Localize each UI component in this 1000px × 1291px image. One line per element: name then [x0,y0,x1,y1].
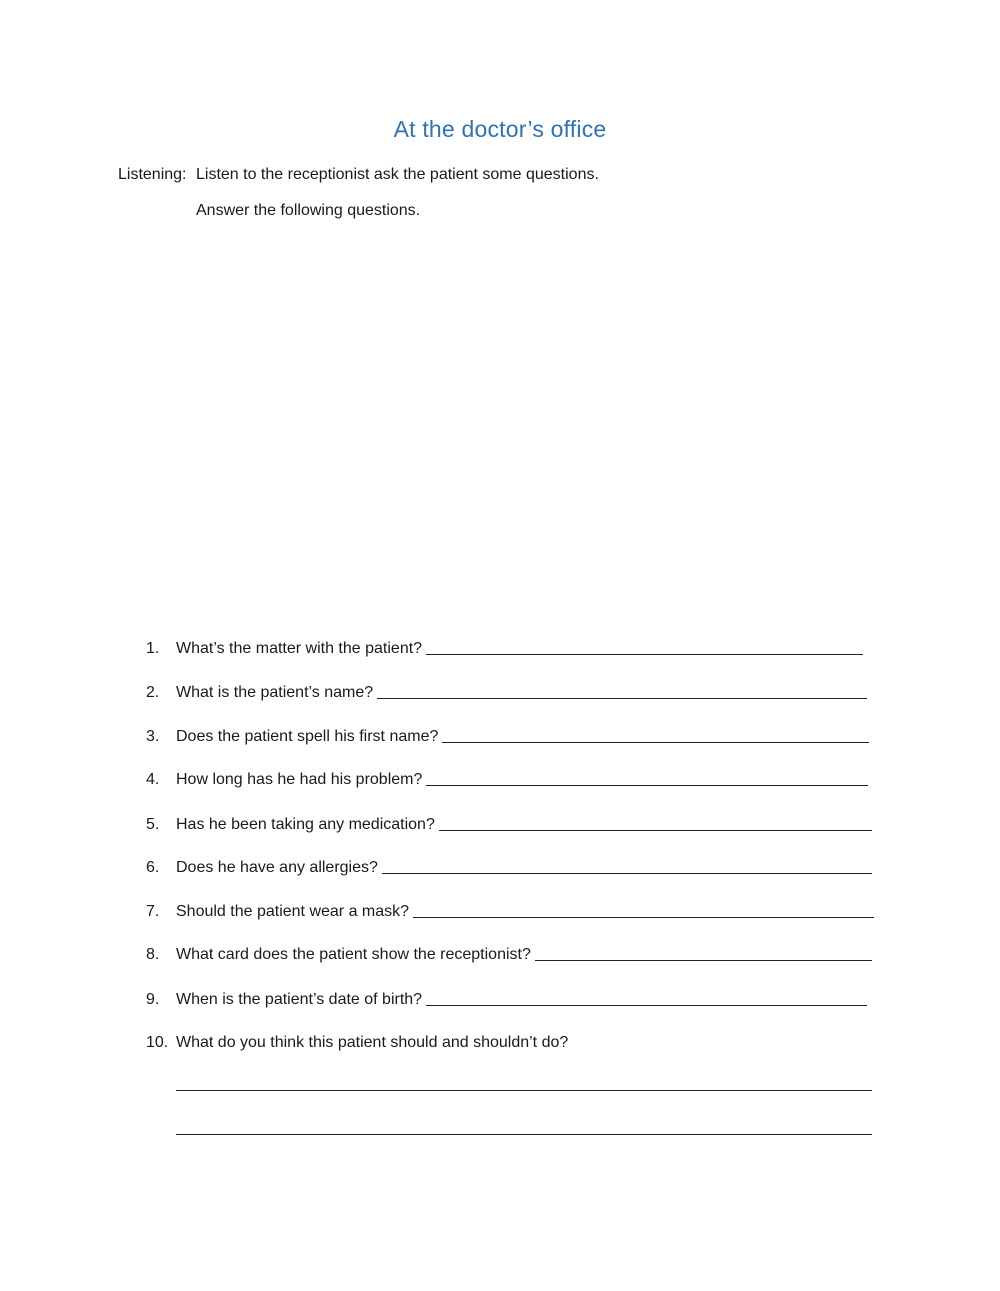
question-text: Has he been taking any medication? [176,816,435,833]
question-6 [146,855,872,877]
question-text: Does he have any allergies? [176,859,378,876]
answer-line-10a[interactable] [176,1090,872,1091]
question-number: 7. [146,903,160,920]
answer-blank-8[interactable] [535,960,872,961]
question-number: 1. [146,640,160,657]
question-text: What is the patient’s name? [176,684,374,701]
question-number: 5. [146,816,160,833]
question-text: Should the patient wear a mask? [176,903,410,920]
page-title: At the doctor’s office [393,116,607,142]
question-4 [146,767,868,789]
question-text: When is the patient’s date of birth? [176,991,423,1008]
answer-blank-5[interactable] [439,830,872,831]
question-number: 6. [146,859,160,876]
question-text: What card does the patient show the receptionist? [176,946,531,963]
question-text: What’s the matter with the patient? [176,640,423,657]
question-9 [146,987,867,1009]
question-2 [146,680,867,702]
answer-blank-7[interactable] [413,917,874,918]
question-7 [146,899,874,921]
question-text: Does the patient spell his first name? [176,728,439,745]
listening-label: Listening: [118,166,187,183]
question-number: 3. [146,728,160,745]
question-number: 4. [146,771,160,788]
question-10 [146,1030,572,1052]
answer-blank-4[interactable] [426,785,868,786]
answer-line-10b[interactable] [176,1134,872,1135]
answer-blank-9[interactable] [426,1005,867,1006]
answer-blank-3[interactable] [442,742,869,743]
question-8 [146,942,872,964]
answer-blank-2[interactable] [377,698,867,699]
question-number: 8. [146,946,160,963]
answer-blank-6[interactable] [382,873,872,874]
question-1 [146,636,863,658]
question-number: 10. [146,1034,169,1051]
answer-instruction: Answer the following questions. [196,202,421,219]
question-number: 9. [146,991,160,1008]
listening-instruction-text: Listen to the receptionist ask the patient some questions. [196,166,599,183]
question-3 [146,724,869,746]
question-5 [146,812,872,834]
listening-instruction [118,166,599,184]
answer-blank-1[interactable] [426,654,863,655]
question-text: How long has he had his problem? [176,771,423,788]
question-number: 2. [146,684,160,701]
question-text: What do you think this patient should and shouldn’t do? [176,1034,569,1051]
